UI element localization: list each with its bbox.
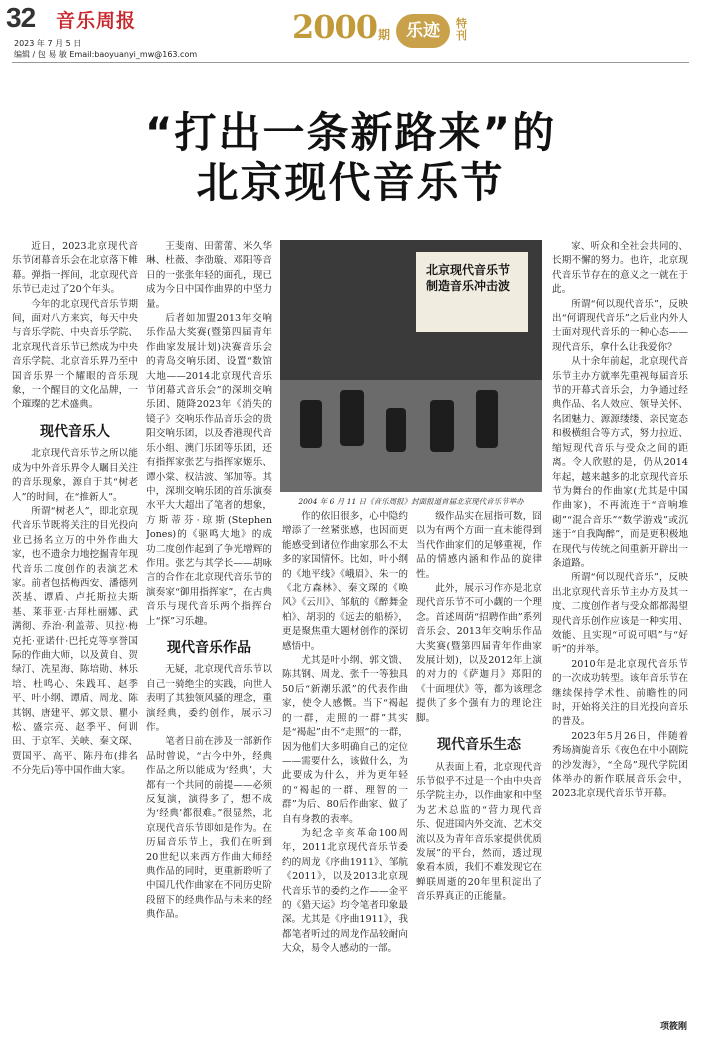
banner-special: 特刊 (456, 17, 467, 42)
paragraph: 此外，展示习作亦是北京现代音乐节不可小觑的一个理念。首述周荫“招聘作曲”系列音乐会、2013年交响乐作品大奖赛(暨第四届青年作曲家发展计划)，以及2012年上演的对力的《萨迦月》郑阳的《十面埋伏》等，都为该理念提供了多个强有力的理论注脚。 (416, 583, 542, 724)
paragraph: 为纪念辛亥革命100周年，2011北京现代音乐节委约的周龙《序曲1911》、邹航《2011》，以及2013北京现代音乐节的委约之作——金平的《猎天运》均令笔者印象最深。尤其是《序曲1911》，我都笔者听过的周龙作品较耐向大众，易令人感动的一部。 (282, 827, 408, 955)
editor-line: 编辑 / 包 易 敏 Email:baoyuanyi_mw@163.com (14, 50, 198, 59)
poster-text: 北京现代音乐节 制造音乐冲击波 (426, 263, 511, 293)
musician-figure (476, 390, 498, 448)
author-byline: 项筱刚 (659, 1022, 687, 1032)
paragraph: 所谓“何以现代音乐”，反映出“何谓现代音乐”之后业内外人士面对现代音乐的一种心态——现代音乐，拿什么让我爱你？ (552, 298, 688, 353)
paragraph: 2010年是北京现代音乐节的一次成功转型。该年音乐节在继续保持学术性、前瞻性的同时，开始将关注的目光投向音乐的普及。 (552, 658, 688, 728)
page-number: 32 (6, 2, 36, 33)
musician-figure (300, 400, 322, 448)
masthead (0, 0, 701, 60)
paragraph: 近日，2023北京现代音乐节闭幕音乐会在北京落下帷幕。弹指一挥间，北京现代音乐节已走过了20个年头。 (12, 241, 138, 296)
paragraph: 无疑，北京现代音乐节以自己一骑绝尘的实践，向世人表明了其独领风骚的理念，重演经典，委约创作，展示习作。 (146, 664, 272, 733)
paragraph: 笔者日前在涉及一部新作品时曾说，“古今中外，经典作品之所以能成为‘经典’，大都有一个共同的前提——必须反复演，演得多了，想不成为‘经典’都很难。”很显然，北京现代音乐节即如是作为。在历届音乐节上，我们在听到20世纪以来西方作曲大师经典作品的同时，更重新聆听了中国几代作曲家在不同历史阶段留下的经典作品与未来的经典作品。 (146, 736, 272, 921)
paper-name: 音乐周报 (56, 10, 137, 32)
paragraph: 作的依旧很多，心中隐约增添了一丝紧张感，也因而更能感受到诸位作曲家那么不太多的家国情怀。比如，叶小纲的《地平线》《峨眉》、朱一的《北方森林》、秦文琛的《唤风》《云川》、邹航的《醉舞金柏》、胡羽的《远去的船桥》，更是聚焦重大题材创作的深切感悟中。 (282, 511, 408, 652)
column-3 (282, 510, 408, 1030)
paragraph: 从十余年前起，北京现代音乐节主办方就率先重视每届音乐节的开幕式音乐会，力争通过经典作品、名人效应、领导关怀、名团魅力、源源缕缕、亲民宽态和极横组合等方式，努力拉近、缩短现代音乐与受众之间的距离。令人欣慰的是，仍从2014年起，越来越多的北京现代音乐节为舞台的作曲家(尤其是中国作曲家)，不再流连于“音响堆砌”“混合音乐”“数学游戏”或沉迷于“自我陶醉”，而是更积极地在现代与传统之间重新开辟出一条道路。 (552, 356, 688, 569)
paragraph: 尤其是叶小纲、郭文馈、陈其钢、周龙、张千一等独具50后“新潮乐派”的代表作曲家，使令人感慨。当下“褐起的一群，走照的一群”其实是“褐起”由不“走照”的一群，因为他们大多明确自己的定位——需要什么，该做什么，为此要成为什么，并为更年轻的“褐起的一群、理智的一群”为后、80后作曲家、做了自有身教的表率。 (282, 655, 408, 825)
paragraph: 后者如加盟2013年交响乐作品大奖赛(暨第四届青年作曲家发展计划)决赛音乐会的青岛交响乐团、设置“数馆大地——2014北京现代音乐节闭幕式音乐会”的深圳交响乐团、随降2023年《消失的镜子》交响乐作品音乐会的贵阳交响乐团，以及香港现代音乐小组、澳门乐团等乐团，还有指挥家张艺与指挥家姬乐、谭小棠、权洁波、邹加等。其中，深圳交响乐团的首乐演奏水平大大超出了笔者的想象，方斯蒂芬·琼斯(Stephen Jones)的《驱鸣大地》的成功二度创作起到了争光增辉的作用。张艺与其学长——胡咏言的合作在北京现代音乐节的演奏家“御用指挥家”，在古典音乐与现代音乐两个指挥台上“探”习乐趣。 (146, 313, 272, 627)
issue-date: 2023 年 7 月 5 日 (14, 39, 82, 48)
musician-figure (340, 390, 364, 446)
banner-number: 2000 (292, 8, 378, 46)
paragraph: 家、听众和全社会共同的、长期不懈的努力。也许，北京现代音乐节存在的意义之一就在于此。 (552, 241, 688, 296)
banner-qi: 期 (378, 28, 391, 42)
paragraph: 今年的北京现代音乐节期间，面对八方来宾，每天中央与音乐学院、中央音乐学院、北京现代音乐节已然成为中央音乐学院、北京音乐界乃至中国音乐界一个耀眼的音乐现象，一个醒目的文化品牌，一个璀璨的艺术盛典。 (12, 298, 138, 411)
paragraph: 北京现代音乐节之所以能成为中外音乐界令人瞩目关注的音乐现象，源自于其“树老人”的时间，在“推新人”。 (12, 448, 138, 503)
paragraph: 所谓“何以现代音乐”，反映出北京现代音乐节主办方及其一度、二度创作者与受众都都渴望现代音乐创作应该是一种实用、效能、且实现“可说可唱”与“好听”的并举。 (552, 572, 688, 656)
headline-line-1: “打出一条新路来”的 (144, 108, 557, 157)
column-1 (12, 240, 138, 1030)
section-heading: 现代音乐作品 (167, 639, 251, 656)
banner-column: 乐迹 (396, 14, 450, 48)
paragraph: 王斐南、田蕾蕾、米久华琳、杜薇、李劭璇、邓阳等音日的一张张年轻的面孔，现已成为今日中国作曲界的中坚力量。 (146, 241, 272, 310)
headline-line-2: 北京现代音乐节 (196, 158, 505, 207)
section-heading: 现代音乐生态 (437, 737, 521, 754)
paragraph: 从表面上看，北京现代音乐节似乎不过是一个由中央音乐学院主办，以作曲家和中坚为艺术总监的“营力现代音乐、促进国内外交流、艺术交流以及为青年音乐家提供优质发展”的平台，然而，透过现象看本质，我们不难发现它在蝉联周逝的20年里积淀出了音乐界真正的正能量。 (416, 761, 542, 903)
paragraph: 级作品实在屈指可数，囧以为有两个方面一直未能得到当代作曲家们的足够重视，作品的情感内涵和作品的旋律性。 (416, 511, 542, 580)
paragraph: 2023年5月26日，伴随着秀场旖旎音乐《夜色在中小剧院的沙发海》，“全岛”现代学院团体举办的新作联展音乐会中，2023北京现代音乐节开幕。 (552, 730, 688, 800)
column-2 (146, 240, 272, 1030)
header-rule (12, 62, 689, 63)
musician-figure (386, 408, 406, 452)
concert-photo (280, 240, 542, 492)
column-5 (552, 240, 688, 1030)
photo-caption: 2004 年 6 月 11 日《音乐周报》封面报道首届北京现代音乐节举办 (298, 497, 524, 506)
musician-figure (430, 400, 454, 452)
section-heading: 现代音乐人 (40, 423, 110, 440)
special-issue-banner (292, 8, 488, 48)
paragraph: 所谓“树老人”，即北京现代音乐节既将关注的目光投向业已扬名立万的中外作曲大家，也不遗余力地挖掘青年现代音乐二度创作的表演艺术家。前者包括梅西安、潘德列茨基、谭盾、卢托斯拉夫斯基、莱菲亚·古拜杜丽娜、武满彻、乔治·利盖蒂、贝拉·梅克托·亚诺什·巴托克等享誉国际的作曲大师，以及黄自、贺绿汀、冼星海、陈培勋、林乐培、杜鸣心、朱践耳、赵季平、叶小纲、谭盾、周龙、陈其钢、唐建平、郭文景、瞿小松、盛宗亮、赵季平、何训田、于京军、关峡、秦文琛、贾国平、高平、陈丹布(排名不分先后)等中国作曲大家。 (12, 505, 138, 777)
column-4 (416, 510, 542, 1030)
